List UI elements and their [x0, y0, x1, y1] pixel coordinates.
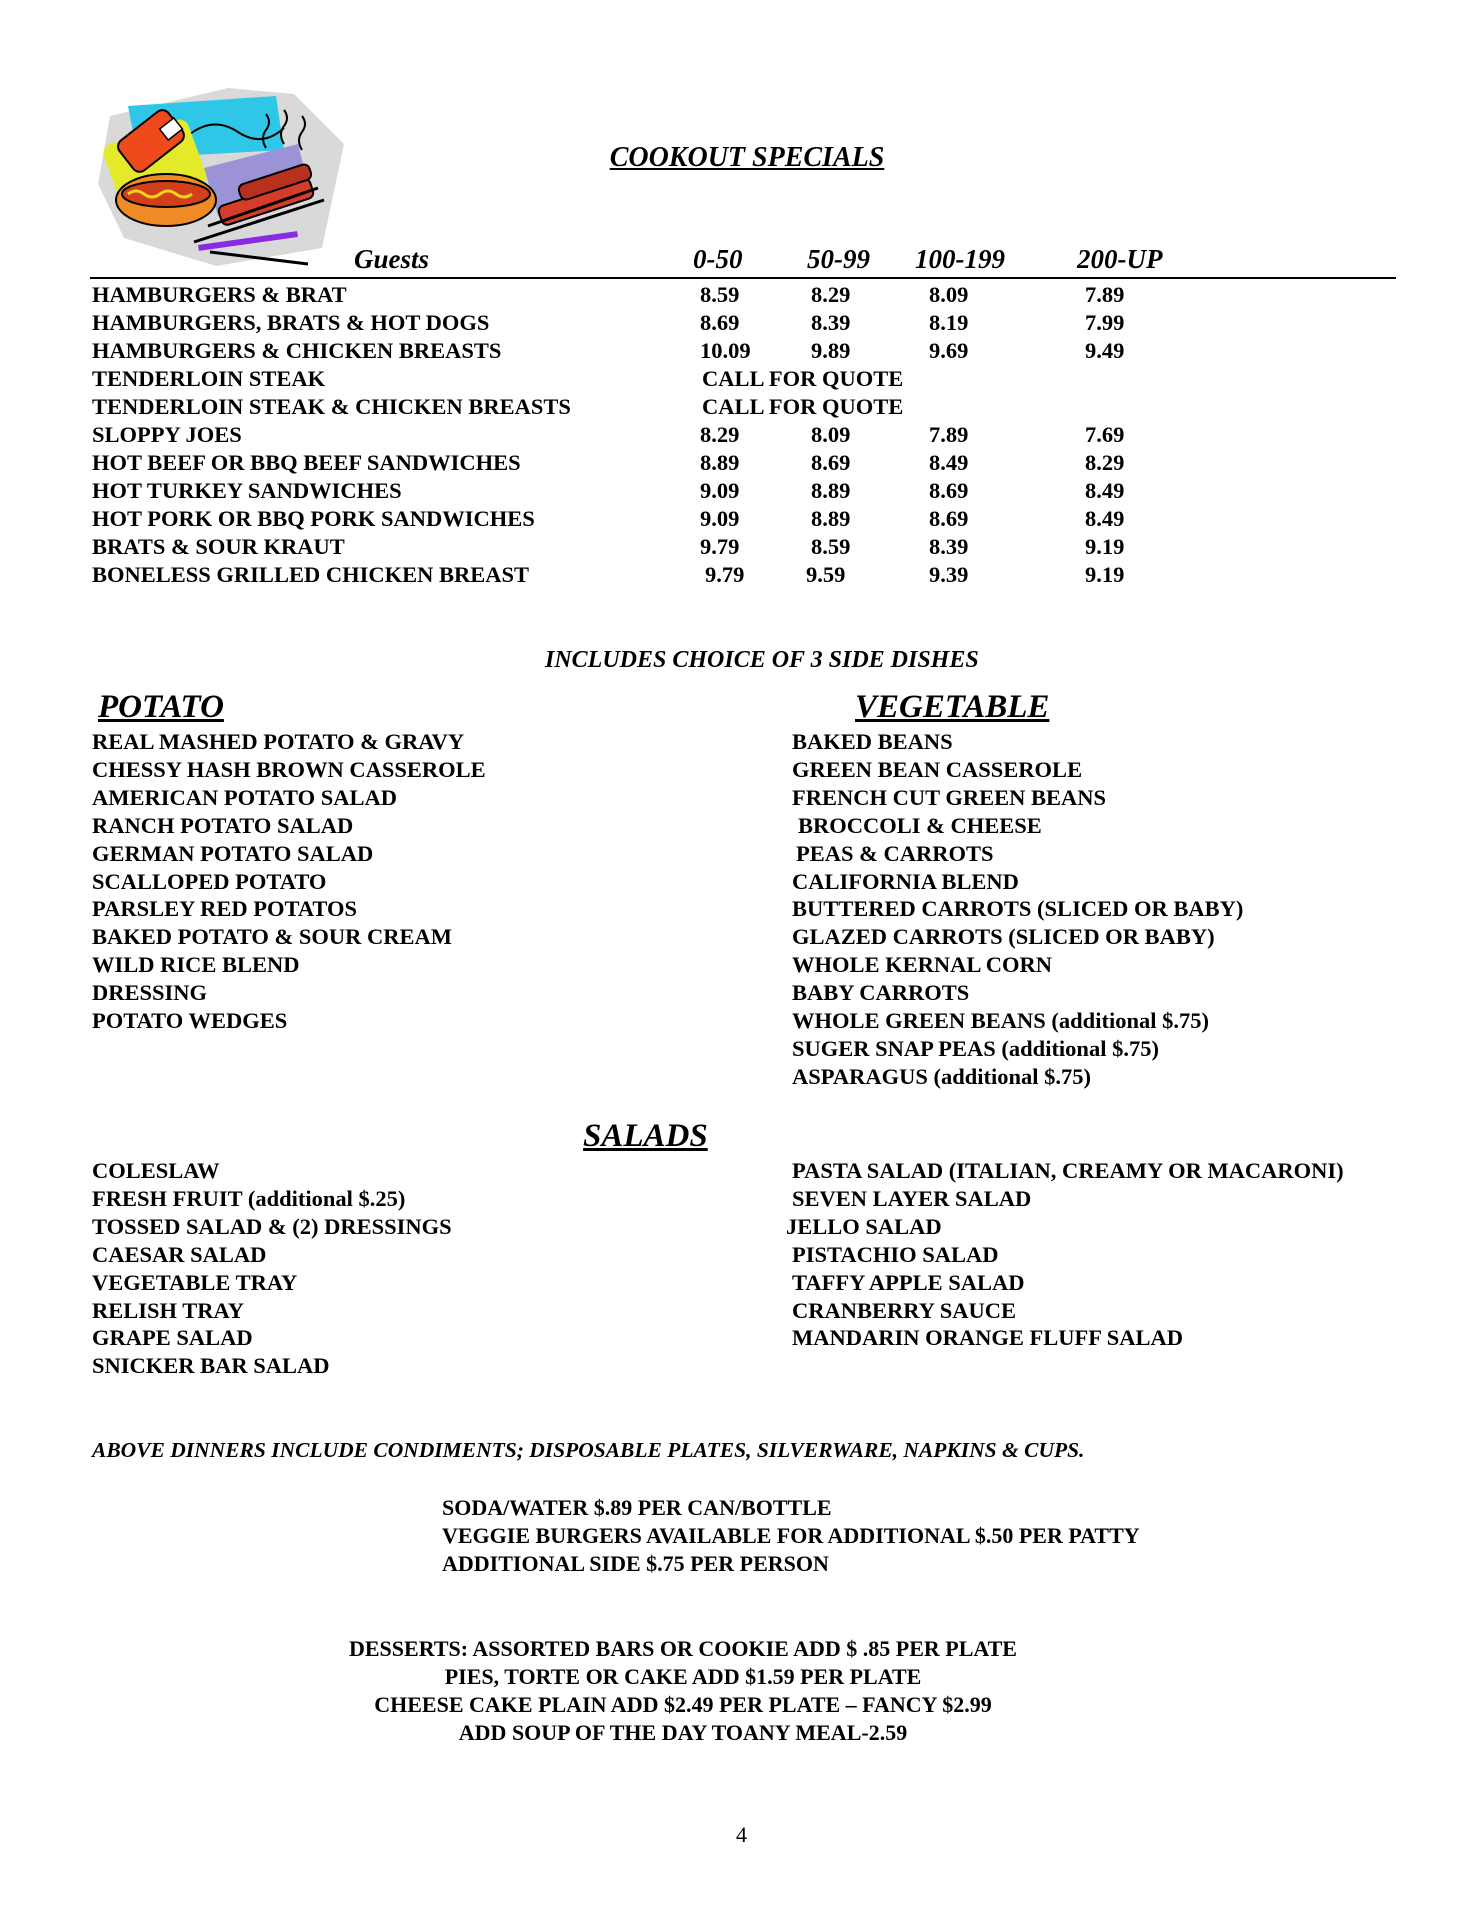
- list-item: CAESAR SALAD: [92, 1241, 267, 1267]
- list-item: RANCH POTATO SALAD: [92, 812, 354, 838]
- table-row: TENDERLOIN STEAK: [92, 366, 326, 391]
- dessert-line: ADD SOUP OF THE DAY TOANY MEAL-2.59: [458, 1720, 908, 1745]
- table-row: HAMBURGERS, BRATS & HOT DOGS: [92, 310, 490, 335]
- price-cell: 8.09: [929, 282, 969, 307]
- price-cell: 9.39: [929, 562, 969, 587]
- price-cell: 8.19: [929, 310, 969, 335]
- list-item: GRAPE SALAD: [92, 1325, 253, 1351]
- price-cell: 8.89: [700, 450, 740, 475]
- price-cell: 9.59: [806, 562, 846, 587]
- list-item: ASPARAGUS (additional $.75): [792, 1063, 1091, 1089]
- list-item: CALIFORNIA BLEND: [792, 868, 1019, 894]
- list-item: SUGER SNAP PEAS (additional $.75): [792, 1035, 1159, 1061]
- table-row: HOT PORK OR BBQ PORK SANDWICHES: [92, 506, 535, 531]
- list-item: MANDARIN ORANGE FLUFF SALAD: [792, 1325, 1184, 1351]
- price-cell: 9.89: [811, 338, 851, 363]
- table-row: BONELESS GRILLED CHICKEN BREAST: [92, 562, 530, 587]
- extra-line: ADDITIONAL SIDE $.75 PER PERSON: [442, 1551, 829, 1576]
- list-item: GERMAN POTATO SALAD: [92, 840, 374, 866]
- list-item: PEAS & CARROTS: [796, 840, 994, 866]
- extra-line: VEGGIE BURGERS AVAILABLE FOR ADDITIONAL $.50 PER PATTY: [442, 1523, 1140, 1548]
- dessert-line: PIES, TORTE OR CAKE ADD $1.59 PER PLATE: [444, 1664, 922, 1689]
- table-row: HAMBURGERS & CHICKEN BREASTS: [92, 338, 502, 363]
- list-item: BAKED BEANS: [792, 729, 953, 754]
- potato-heading: POTATO: [98, 689, 224, 725]
- list-item: PISTACHIO SALAD: [792, 1241, 999, 1267]
- table-row: SLOPPY JOES: [92, 422, 242, 447]
- salads-heading: SALADS: [583, 1118, 708, 1154]
- potato-list: [92, 728, 486, 1035]
- list-item: COLESLAW: [92, 1158, 220, 1183]
- price-cell: 8.09: [811, 422, 851, 447]
- list-item: PASTA SALAD (ITALIAN, CREAMY OR MACARONI): [792, 1158, 1344, 1183]
- table-row: HAMBURGERS & BRAT: [92, 282, 347, 307]
- list-item: CHESSY HASH BROWN CASSEROLE: [92, 756, 486, 782]
- table-row: HOT BEEF OR BBQ BEEF SANDWICHES: [92, 450, 521, 475]
- page-title: COOKOUT SPECIALS: [609, 142, 885, 173]
- price-cell: 9.09: [700, 478, 740, 503]
- dessert-line: DESSERTS: ASSORTED BARS OR COOKIE ADD $ .85 PER PLATE: [349, 1636, 1017, 1661]
- price-cell: 7.89: [1085, 282, 1125, 307]
- price-cell: 8.29: [700, 422, 740, 447]
- list-item: FRESH FRUIT (additional $.25): [92, 1185, 406, 1211]
- extra-line: SODA/WATER $.89 PER CAN/BOTTLE: [442, 1495, 832, 1520]
- quote-cell: CALL FOR QUOTE: [702, 366, 904, 391]
- list-item: DRESSING: [92, 980, 208, 1006]
- salads-left-list: [92, 1157, 452, 1380]
- price-cell: 8.29: [811, 282, 851, 307]
- list-item: GREEN BEAN CASSEROLE: [792, 756, 1083, 782]
- price-cell: 9.69: [929, 338, 969, 363]
- includes-note: ABOVE DINNERS INCLUDE CONDIMENTS; DISPOSABLE PLATES, SILVERWARE, NAPKINS & CUPS.: [92, 1438, 1085, 1462]
- quote-cell: CALL FOR QUOTE: [702, 394, 904, 419]
- list-item: RELISH TRAY: [92, 1297, 244, 1323]
- price-cell: 9.79: [705, 562, 745, 587]
- list-item: GLAZED CARROTS (SLICED OR BABY): [792, 924, 1215, 950]
- price-cell: 9.19: [1085, 562, 1125, 587]
- vegetable-list: [792, 728, 1243, 1091]
- header-rule: [90, 277, 1396, 279]
- page-number: 4: [736, 1822, 747, 1847]
- col-header-50-99: 50-99: [807, 244, 870, 274]
- extras-list: [442, 1494, 1140, 1578]
- table-row: HOT TURKEY SANDWICHES: [92, 478, 402, 503]
- sides-note: INCLUDES CHOICE OF 3 SIDE DISHES: [545, 647, 979, 673]
- list-item: BAKED POTATO & SOUR CREAM: [92, 924, 453, 950]
- dessert-line: CHEESE CAKE PLAIN ADD $2.49 PER PLATE – FANCY $2.99: [374, 1692, 992, 1717]
- price-cell: 8.59: [811, 534, 851, 559]
- price-cell: 8.49: [1085, 506, 1125, 531]
- list-item: REAL MASHED POTATO & GRAVY: [92, 729, 465, 754]
- col-header-0-50: 0-50: [693, 244, 743, 274]
- list-item: VEGETABLE TRAY: [92, 1269, 298, 1295]
- list-item: WILD RICE BLEND: [92, 952, 300, 978]
- col-header-100-199: 100-199: [915, 244, 1005, 274]
- list-item: TAFFY APPLE SALAD: [792, 1269, 1025, 1295]
- list-item: BABY CARROTS: [792, 980, 970, 1006]
- table-row: TENDERLOIN STEAK & CHICKEN BREASTS: [92, 394, 571, 419]
- price-cell: 8.89: [811, 478, 851, 503]
- list-item: CRANBERRY SAUCE: [792, 1297, 1017, 1323]
- price-cell: 9.49: [1085, 338, 1125, 363]
- price-cell: 8.39: [929, 534, 969, 559]
- list-item: BROCCOLI & CHEESE: [798, 812, 1042, 838]
- price-cell: 9.19: [1085, 534, 1125, 559]
- price-cell: 7.89: [929, 422, 969, 447]
- price-cell: 8.69: [811, 450, 851, 475]
- list-item: WHOLE GREEN BEANS (additional $.75): [792, 1008, 1209, 1034]
- price-cell: 7.99: [1085, 310, 1125, 335]
- list-item: AMERICAN POTATO SALAD: [92, 784, 398, 810]
- desserts-list: [0, 1635, 1366, 1747]
- table-row: BRATS & SOUR KRAUT: [92, 534, 345, 559]
- col-header-200-up: 200-UP: [1077, 244, 1163, 274]
- price-cell: 8.69: [929, 506, 969, 531]
- price-cell: 8.69: [700, 310, 740, 335]
- guests-header: Guests: [354, 244, 430, 274]
- price-cell: 9.79: [700, 534, 740, 559]
- price-cell: 8.69: [929, 478, 969, 503]
- list-item: TOSSED SALAD & (2) DRESSINGS: [92, 1213, 452, 1239]
- price-cell: 10.09: [700, 338, 751, 363]
- price-cell: 8.49: [1085, 478, 1125, 503]
- price-cell: 8.49: [929, 450, 969, 475]
- price-cell: 8.89: [811, 506, 851, 531]
- list-item: JELLO SALAD: [786, 1213, 942, 1239]
- price-cell: 7.69: [1085, 422, 1125, 447]
- price-cell: 8.59: [700, 282, 740, 307]
- cookout-clipart-image: [98, 88, 344, 270]
- vegetable-heading: VEGETABLE: [855, 689, 1050, 725]
- salads-right-list: [786, 1157, 1344, 1352]
- list-item: POTATO WEDGES: [92, 1008, 288, 1034]
- list-item: SNICKER BAR SALAD: [92, 1353, 330, 1379]
- list-item: PARSLEY RED POTATOS: [92, 896, 358, 922]
- list-item: BUTTERED CARROTS (SLICED OR BABY): [792, 896, 1244, 922]
- price-cell: 8.29: [1085, 450, 1125, 475]
- price-cell: 8.39: [811, 310, 851, 335]
- list-item: WHOLE KERNAL CORN: [792, 952, 1053, 978]
- list-item: FRENCH CUT GREEN BEANS: [792, 784, 1107, 810]
- list-item: SEVEN LAYER SALAD: [792, 1185, 1032, 1211]
- list-item: SCALLOPED POTATO: [92, 868, 327, 894]
- price-cell: 9.09: [700, 506, 740, 531]
